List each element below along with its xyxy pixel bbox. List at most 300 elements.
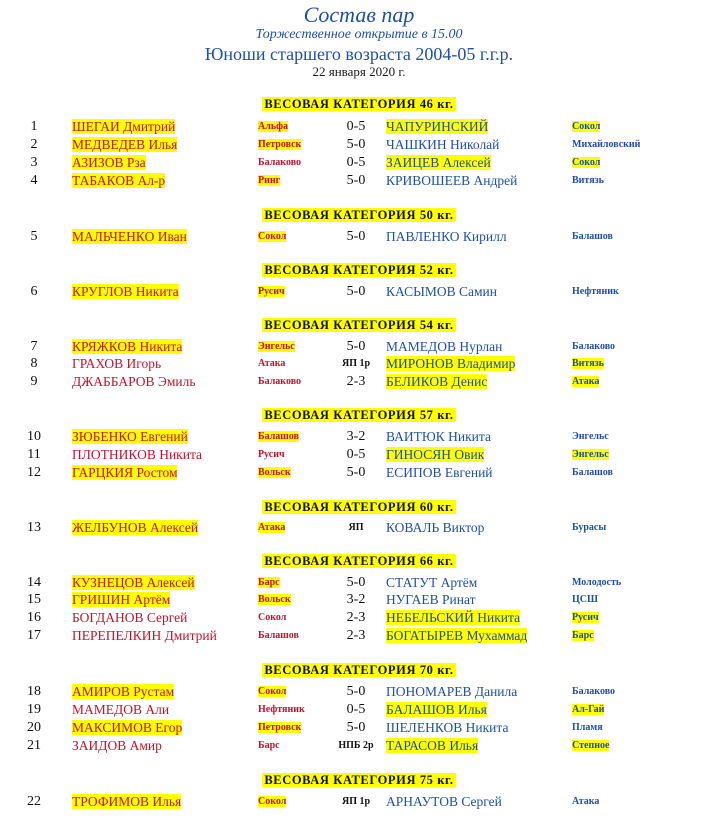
red-corner-club-text: Вольск bbox=[258, 594, 291, 605]
red-corner-name bbox=[72, 172, 165, 189]
red-corner-club-text: Сокол bbox=[258, 612, 287, 623]
red-corner-club bbox=[258, 228, 286, 245]
blue-corner-name-text: КОВАЛЬ Виктор bbox=[386, 520, 485, 535]
blue-corner-name bbox=[386, 154, 491, 171]
bout-row bbox=[0, 627, 718, 645]
bout-number bbox=[20, 355, 48, 372]
blue-corner-club-text: Сокол bbox=[572, 121, 601, 132]
bout-number-text: 2 bbox=[30, 137, 38, 152]
red-corner-club bbox=[258, 154, 301, 171]
red-corner-club bbox=[258, 446, 285, 463]
bout-score bbox=[330, 172, 382, 189]
blue-corner-club-text: Бурасы bbox=[572, 522, 607, 533]
red-corner-club-text: Альфа bbox=[258, 121, 289, 132]
blue-corner-club-text: Витязь bbox=[572, 175, 604, 186]
blue-corner-club-text: Русич bbox=[572, 612, 599, 623]
red-corner-name bbox=[72, 283, 179, 300]
bout-score bbox=[330, 338, 382, 355]
red-corner-club bbox=[258, 172, 280, 189]
weight-category-label: ВЕСОВАЯ КАТЕГОРИЯ 50 кг. bbox=[264, 208, 454, 222]
red-corner-name bbox=[72, 683, 174, 700]
blue-corner-club-text: Балаково bbox=[572, 686, 616, 697]
bout-row bbox=[0, 154, 718, 172]
red-corner-name-text: МАКСИМОВ Егор bbox=[72, 720, 183, 735]
bout-row bbox=[0, 574, 718, 592]
bout-row bbox=[0, 136, 718, 154]
blue-corner-name bbox=[386, 428, 491, 445]
bout-score bbox=[330, 574, 382, 591]
age-group: Юноши старшего возраста 2004-05 г.г.р. bbox=[204, 44, 514, 64]
red-corner-name-text: АМИРОВ Рустам bbox=[72, 684, 175, 699]
blue-corner-name-text: МИРОНОВ Владимир bbox=[386, 356, 516, 371]
blue-corner-name-text: КРИВОШЕЕВ Андрей bbox=[386, 173, 518, 188]
bout-number-text: 16 bbox=[27, 610, 41, 625]
red-corner-club-text: Балаково bbox=[258, 157, 302, 168]
bout-score-text: 0-5 bbox=[346, 447, 366, 462]
red-corner-name bbox=[72, 464, 177, 481]
red-corner-club-text: Барс bbox=[258, 577, 280, 588]
bout-row bbox=[0, 373, 718, 391]
bout-number bbox=[20, 154, 48, 171]
blue-corner-name bbox=[386, 228, 507, 245]
bout-score-text: 0-5 bbox=[346, 119, 366, 134]
bout-row bbox=[0, 719, 718, 737]
bout-score bbox=[330, 737, 382, 754]
blue-corner-name-text: ВАИТЮК Никита bbox=[386, 429, 491, 444]
weight-category-heading bbox=[0, 773, 718, 788]
blue-corner-club bbox=[572, 154, 600, 171]
red-corner-name bbox=[72, 136, 177, 153]
weight-category-label: ВЕСОВАЯ КАТЕГОРИЯ 57 кг. bbox=[264, 408, 454, 422]
blue-corner-name bbox=[386, 719, 508, 736]
bout-score-text: 0-5 bbox=[346, 155, 366, 170]
red-corner-club bbox=[258, 464, 291, 481]
blue-corner-club-text: Михайловский bbox=[572, 139, 641, 150]
blue-corner-club-text: Сокол bbox=[572, 157, 601, 168]
red-corner-name-text: ДЖАББАРОВ Эмиль bbox=[72, 374, 196, 389]
blue-corner-name bbox=[386, 118, 488, 135]
red-corner-club-text: Сокол bbox=[258, 686, 287, 697]
bout-row bbox=[0, 355, 718, 373]
red-corner-club bbox=[258, 609, 286, 626]
red-corner-name bbox=[72, 591, 170, 608]
blue-corner-club-text: Балашов bbox=[572, 467, 613, 478]
blue-corner-name bbox=[386, 701, 487, 718]
bout-number-text: 10 bbox=[27, 429, 41, 444]
red-corner-name-text: ГРИШИН Артём bbox=[72, 592, 171, 607]
red-corner-name-text: ЗЮБЕНКО Евгений bbox=[72, 429, 188, 444]
red-corner-name-text: АЗИЗОВ Рза bbox=[72, 155, 146, 170]
blue-corner-name bbox=[386, 737, 478, 754]
bout-score bbox=[330, 355, 382, 372]
event-date: 22 января 2020 г. bbox=[312, 64, 406, 79]
red-corner-name-text: ГАРЦКИЯ Ростом bbox=[72, 465, 178, 480]
red-corner-name-text: ШЕГАИ Дмитрий bbox=[72, 119, 176, 134]
bout-score bbox=[330, 719, 382, 736]
blue-corner-club bbox=[572, 719, 603, 736]
bout-score bbox=[330, 446, 382, 463]
blue-corner-club bbox=[572, 519, 606, 536]
weight-category-label: ВЕСОВАЯ КАТЕГОРИЯ 46 кг. bbox=[264, 97, 454, 111]
blue-corner-club-text: Степное bbox=[572, 740, 610, 751]
bout-number-text: 3 bbox=[30, 155, 38, 170]
bout-row bbox=[0, 446, 718, 464]
bout-number bbox=[20, 519, 48, 536]
blue-corner-club-text: Пламя bbox=[572, 722, 603, 733]
red-corner-club-text: Балашов bbox=[258, 431, 299, 442]
bout-number bbox=[20, 338, 48, 355]
blue-corner-name-text: ПОНОМАРЕВ Данила bbox=[386, 684, 518, 699]
red-corner-name-text: МЕДВЕДЕВ Илья bbox=[72, 137, 178, 152]
bout-number-text: 9 bbox=[30, 374, 38, 389]
blue-corner-name bbox=[386, 519, 484, 536]
red-corner-name bbox=[72, 428, 188, 445]
bout-number bbox=[20, 228, 48, 245]
red-corner-club-text: Сокол bbox=[258, 796, 287, 807]
red-corner-name bbox=[72, 373, 196, 390]
red-corner-name bbox=[72, 701, 169, 718]
bout-score-text: 5-0 bbox=[346, 173, 366, 188]
blue-corner-name-text: БОГАТЫРЕВ Мухаммад bbox=[386, 628, 528, 643]
red-corner-name bbox=[72, 355, 161, 372]
bout-row bbox=[0, 737, 718, 755]
bout-number-text: 1 bbox=[30, 119, 38, 134]
bout-score bbox=[330, 519, 382, 536]
red-corner-name-text: ЗАИДОВ Амир bbox=[72, 738, 162, 753]
red-corner-club bbox=[258, 118, 288, 135]
bout-row bbox=[0, 118, 718, 136]
red-corner-name bbox=[72, 737, 162, 754]
blue-corner-name bbox=[386, 793, 502, 810]
blue-corner-club bbox=[572, 701, 604, 718]
red-corner-club-text: Вольск bbox=[258, 467, 291, 478]
red-corner-club bbox=[258, 519, 285, 536]
blue-corner-name-text: МАМЕДОВ Нурлан bbox=[386, 339, 503, 354]
weight-category-label: ВЕСОВАЯ КАТЕГОРИЯ 60 кг. bbox=[264, 500, 454, 514]
bout-score bbox=[330, 591, 382, 608]
blue-corner-club bbox=[572, 172, 604, 189]
blue-corner-club-text: Энгельс bbox=[572, 449, 609, 460]
weight-category-heading bbox=[0, 500, 718, 515]
bout-number-text: 11 bbox=[27, 447, 41, 462]
red-corner-club bbox=[258, 793, 286, 810]
red-corner-name bbox=[72, 574, 195, 591]
blue-corner-name-text: ТАРАСОВ Илья bbox=[386, 738, 479, 753]
bout-score-text: 5-0 bbox=[346, 229, 366, 244]
bout-number-text: 15 bbox=[27, 592, 41, 607]
red-corner-name-text: МАЛЬЧЕНКО Иван bbox=[72, 229, 187, 244]
blue-corner-name bbox=[386, 683, 517, 700]
bout-row bbox=[0, 609, 718, 627]
bout-row bbox=[0, 591, 718, 609]
bout-number-text: 22 bbox=[27, 794, 41, 809]
blue-corner-name-text: ЗАИЦЕВ Алексей bbox=[386, 155, 491, 170]
red-corner-club bbox=[258, 627, 299, 644]
bout-number bbox=[20, 464, 48, 481]
red-corner-club bbox=[258, 355, 285, 372]
bout-number bbox=[20, 719, 48, 736]
bout-score-text: 2-3 bbox=[346, 610, 366, 625]
blue-corner-club-text: ЦСШ bbox=[572, 594, 598, 605]
blue-corner-name-text: ЧАШКИН Николай bbox=[386, 137, 500, 152]
bout-number bbox=[20, 283, 48, 300]
bout-row bbox=[0, 464, 718, 482]
red-corner-club-text: Энгельс bbox=[258, 341, 295, 352]
weight-category-heading bbox=[0, 408, 718, 423]
red-corner-club-text: Балаково bbox=[258, 376, 302, 387]
blue-corner-club bbox=[572, 609, 599, 626]
bout-number bbox=[20, 609, 48, 626]
blue-corner-club bbox=[572, 574, 621, 591]
weight-category-heading bbox=[0, 97, 718, 112]
red-corner-club-text: Балашов bbox=[258, 630, 299, 641]
bout-number-text: 8 bbox=[30, 356, 38, 371]
blue-corner-name-text: БАЛАШОВ Илья bbox=[386, 702, 487, 717]
bout-score-text: 3-2 bbox=[346, 592, 366, 607]
weight-category-label: ВЕСОВАЯ КАТЕГОРИЯ 70 кг. bbox=[264, 663, 454, 677]
blue-corner-name bbox=[386, 338, 502, 355]
page-subtitle: Торжественное открытие в 15.00 bbox=[255, 27, 463, 42]
blue-corner-name-text: БЕЛИКОВ Денис bbox=[386, 374, 488, 389]
blue-corner-club-text: Энгельс bbox=[572, 431, 609, 442]
bout-number-text: 18 bbox=[27, 684, 41, 699]
bout-number bbox=[20, 591, 48, 608]
bout-number-text: 5 bbox=[30, 229, 38, 244]
bout-score bbox=[330, 793, 382, 810]
bout-number-text: 7 bbox=[30, 339, 38, 354]
bout-score bbox=[330, 118, 382, 135]
bout-score-text: 3-2 bbox=[346, 429, 366, 444]
red-corner-club bbox=[258, 719, 301, 736]
bout-number-text: 12 bbox=[27, 465, 41, 480]
bout-score-text: 5-0 bbox=[346, 720, 366, 735]
red-corner-name-text: ТАБАКОВ Ал-р bbox=[72, 173, 166, 188]
blue-corner-name bbox=[386, 172, 517, 189]
red-corner-club bbox=[258, 591, 291, 608]
blue-corner-name-text: ЧАПУРИНСКИЙ bbox=[386, 119, 489, 134]
bout-score bbox=[330, 609, 382, 626]
bout-score bbox=[330, 136, 382, 153]
blue-corner-name bbox=[386, 609, 520, 626]
bout-number bbox=[20, 574, 48, 591]
red-corner-name-text: БОГДАНОВ Сергей bbox=[72, 610, 188, 625]
blue-corner-name bbox=[386, 627, 527, 644]
weight-category-heading bbox=[0, 208, 718, 223]
blue-corner-club bbox=[572, 591, 598, 608]
weight-category-label: ВЕСОВАЯ КАТЕГОРИЯ 52 кг. bbox=[264, 263, 454, 277]
bout-number bbox=[20, 428, 48, 445]
bout-row bbox=[0, 519, 718, 537]
red-corner-club-text: Петровск bbox=[258, 139, 302, 150]
bout-number bbox=[20, 737, 48, 754]
red-corner-name-text: ПЛОТНИКОВ Никита bbox=[72, 447, 203, 462]
bout-number-text: 14 bbox=[27, 575, 41, 590]
red-corner-club-text: Петровск bbox=[258, 722, 302, 733]
bout-number-text: 13 bbox=[27, 520, 41, 535]
blue-corner-name bbox=[386, 574, 477, 591]
blue-corner-name-text: ПАВЛЕНКО Кирилл bbox=[386, 229, 507, 244]
bout-row bbox=[0, 683, 718, 701]
blue-corner-club-text: Молодость bbox=[572, 577, 622, 588]
bout-score bbox=[330, 154, 382, 171]
red-corner-name-text: ТРОФИМОВ Илья bbox=[72, 794, 182, 809]
red-corner-club bbox=[258, 283, 285, 300]
bout-score-text: ЯП 1р bbox=[341, 796, 371, 807]
bout-number-text: 4 bbox=[30, 173, 38, 188]
red-corner-name bbox=[72, 228, 187, 245]
bout-number bbox=[20, 793, 48, 810]
blue-corner-name bbox=[386, 355, 515, 372]
blue-corner-name-text: ШЕЛЕНКОВ Никита bbox=[386, 720, 509, 735]
blue-corner-club-text: Ал-Гай bbox=[572, 704, 605, 715]
blue-corner-club bbox=[572, 355, 604, 372]
bout-score bbox=[330, 627, 382, 644]
red-corner-club bbox=[258, 737, 280, 754]
red-corner-name-text: КРЯЖКОВ Никита bbox=[72, 339, 183, 354]
blue-corner-name-text: НУГАЕВ Ринат bbox=[386, 592, 476, 607]
blue-corner-club bbox=[572, 627, 594, 644]
red-corner-name bbox=[72, 154, 146, 171]
blue-corner-club-text: Витязь bbox=[572, 358, 604, 369]
blue-corner-club-text: Атака bbox=[572, 796, 600, 807]
bout-score-text: ЯП 1р bbox=[341, 358, 371, 369]
bout-score bbox=[330, 373, 382, 390]
weight-category-heading bbox=[0, 663, 718, 678]
weight-category-heading bbox=[0, 318, 718, 333]
bout-score bbox=[330, 228, 382, 245]
bout-score-text: 0-5 bbox=[346, 702, 366, 717]
blue-corner-club bbox=[572, 118, 600, 135]
blue-corner-club bbox=[572, 683, 615, 700]
weight-category-label: ВЕСОВАЯ КАТЕГОРИЯ 66 кг. bbox=[264, 554, 454, 568]
blue-corner-name-text: ГИНОСЯН Овик bbox=[386, 447, 485, 462]
bout-score-text: 5-0 bbox=[346, 137, 366, 152]
red-corner-club-text: Сокол bbox=[258, 231, 287, 242]
blue-corner-club bbox=[572, 793, 599, 810]
red-corner-club-text: Атака bbox=[258, 522, 286, 533]
blue-corner-club bbox=[572, 373, 599, 390]
bout-number bbox=[20, 118, 48, 135]
red-corner-name-text: МАМЕДОВ Али bbox=[72, 702, 170, 717]
weight-category-label: ВЕСОВАЯ КАТЕГОРИЯ 54 кг. bbox=[264, 318, 454, 332]
bout-number-text: 19 bbox=[27, 702, 41, 717]
blue-corner-club bbox=[572, 136, 640, 153]
bout-number bbox=[20, 446, 48, 463]
bout-score-text: НПБ 2р bbox=[338, 740, 374, 751]
blue-corner-club-text: Балашов bbox=[572, 231, 613, 242]
weight-category-heading bbox=[0, 554, 718, 569]
red-corner-club-text: Русич bbox=[258, 449, 285, 460]
red-corner-club bbox=[258, 574, 280, 591]
bout-number-text: 20 bbox=[27, 720, 41, 735]
blue-corner-club-text: Нефтяник bbox=[572, 286, 619, 297]
page-title: Состав пар bbox=[303, 2, 415, 27]
red-corner-club-text: Барс bbox=[258, 740, 280, 751]
bout-number bbox=[20, 172, 48, 189]
red-corner-club bbox=[258, 373, 301, 390]
red-corner-name-text: ГРАХОВ Игорь bbox=[72, 356, 162, 371]
blue-corner-name bbox=[386, 464, 493, 481]
bout-score bbox=[330, 428, 382, 445]
bout-row bbox=[0, 228, 718, 246]
blue-corner-club bbox=[572, 338, 615, 355]
weight-category-label: ВЕСОВАЯ КАТЕГОРИЯ 75 кг. bbox=[264, 773, 454, 787]
red-corner-name bbox=[72, 519, 198, 536]
bout-number bbox=[20, 373, 48, 390]
blue-corner-name bbox=[386, 373, 487, 390]
blue-corner-club-text: Барс bbox=[572, 630, 594, 641]
blue-corner-club bbox=[572, 428, 609, 445]
bout-score-text: 2-3 bbox=[346, 374, 366, 389]
blue-corner-name bbox=[386, 136, 499, 153]
red-corner-name bbox=[72, 609, 187, 626]
bout-score-text: 5-0 bbox=[346, 339, 366, 354]
bout-number-text: 21 bbox=[27, 738, 41, 753]
red-corner-name bbox=[72, 627, 217, 644]
blue-corner-name-text: СТАТУТ Артём bbox=[386, 575, 478, 590]
bout-row bbox=[0, 338, 718, 356]
bout-row bbox=[0, 793, 718, 811]
blue-corner-name-text: АРНАУТОВ Сергей bbox=[386, 794, 502, 809]
bout-number bbox=[20, 683, 48, 700]
bout-number-text: 6 bbox=[30, 284, 38, 299]
bout-row bbox=[0, 701, 718, 719]
red-corner-club-text: Атака bbox=[258, 358, 286, 369]
bout-row bbox=[0, 172, 718, 190]
blue-corner-name bbox=[386, 591, 476, 608]
bout-score-text: 5-0 bbox=[346, 575, 366, 590]
blue-corner-club bbox=[572, 464, 613, 481]
red-corner-name bbox=[72, 793, 181, 810]
red-corner-club bbox=[258, 701, 305, 718]
bout-score-text: 5-0 bbox=[346, 465, 366, 480]
red-corner-name bbox=[72, 118, 175, 135]
bout-row bbox=[0, 283, 718, 301]
bout-score bbox=[330, 464, 382, 481]
bout-score bbox=[330, 283, 382, 300]
red-corner-club-text: Нефтяник bbox=[258, 704, 305, 715]
bout-score-text: ЯП bbox=[348, 522, 364, 533]
blue-corner-name-text: НЕБЕЛЬСКИЙ Никита bbox=[386, 610, 521, 625]
red-corner-name-text: КРУГЛОВ Никита bbox=[72, 284, 179, 299]
bout-number bbox=[20, 701, 48, 718]
red-corner-club-text: Ринг bbox=[258, 175, 281, 186]
blue-corner-club bbox=[572, 737, 609, 754]
red-corner-name-text: ПЕРЕПЕЛКИН Дмитрий bbox=[72, 628, 217, 643]
blue-corner-name bbox=[386, 283, 497, 300]
blue-corner-club bbox=[572, 283, 619, 300]
bout-row bbox=[0, 428, 718, 446]
red-corner-club bbox=[258, 683, 286, 700]
blue-corner-club bbox=[572, 228, 613, 245]
blue-corner-club bbox=[572, 446, 609, 463]
red-corner-club bbox=[258, 428, 299, 445]
blue-corner-name bbox=[386, 446, 484, 463]
blue-corner-name-text: КАСЫМОВ Самин bbox=[386, 284, 497, 299]
bout-score-text: 5-0 bbox=[346, 284, 366, 299]
red-corner-name-text: КУЗНЕЦОВ Алексей bbox=[72, 575, 195, 590]
bout-score bbox=[330, 683, 382, 700]
red-corner-club bbox=[258, 338, 295, 355]
red-corner-club bbox=[258, 136, 301, 153]
bout-number bbox=[20, 627, 48, 644]
blue-corner-name-text: ЕСИПОВ Евгений bbox=[386, 465, 493, 480]
bout-number bbox=[20, 136, 48, 153]
red-corner-name bbox=[72, 719, 182, 736]
bout-number-text: 17 bbox=[27, 628, 41, 643]
red-corner-name bbox=[72, 446, 202, 463]
blue-corner-club-text: Балаково bbox=[572, 341, 616, 352]
